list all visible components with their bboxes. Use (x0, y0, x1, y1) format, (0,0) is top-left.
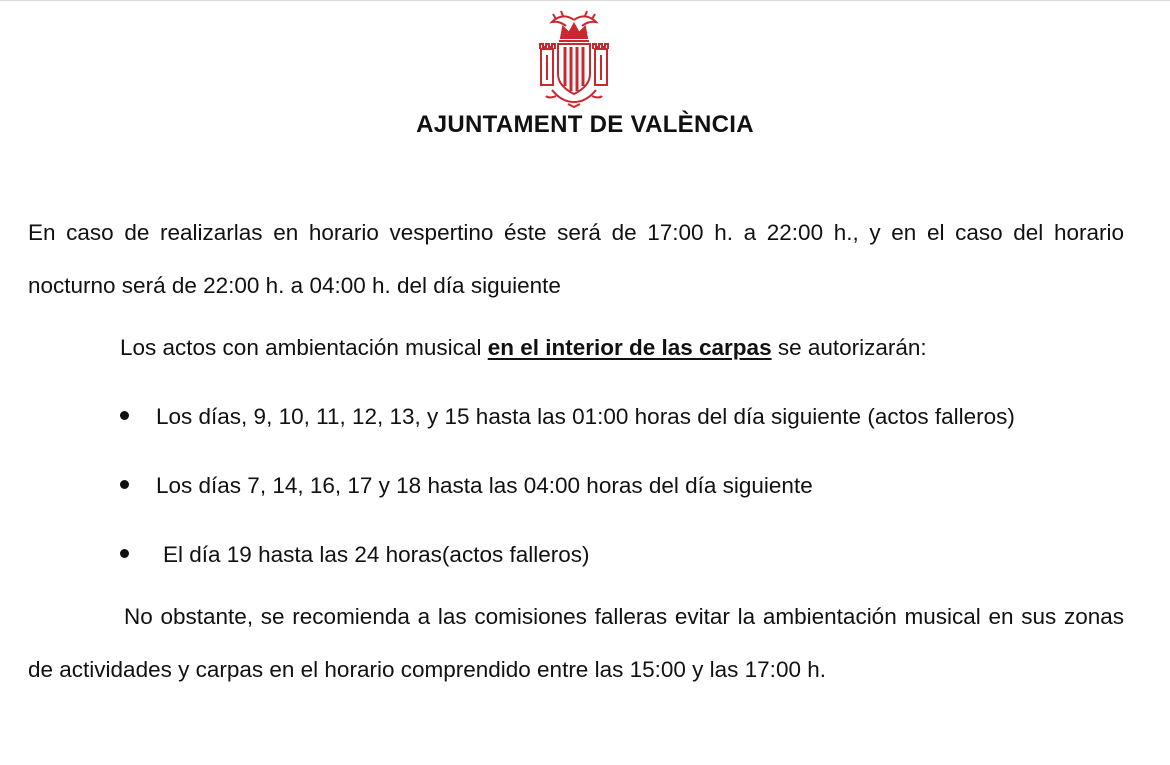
list-item-text: El día 19 hasta las 24 horas(actos falleros) (163, 542, 590, 567)
emphasis-inside-tents: en el interior de las carpas (487, 335, 772, 360)
bullet-dot-icon (120, 411, 129, 420)
paragraph-recommendation: No obstante, se recomienda a las comisiones falleras evitar la ambientación musical en sus zonas de actividades y carpas en el horario comprendido entre las 15:00 y las 17:00 h. (28, 604, 1124, 682)
city-coat-of-arms-icon (532, 10, 616, 108)
bullet-dot-icon (120, 480, 129, 489)
paragraph-music-intro (28, 321, 1124, 374)
paragraph-schedule-hours: En caso de realizarlas en horario vespertino éste será de 17:00 h. a 22:00 h., y en el caso del horario nocturno será de 22:00 h. a 04:00 h. del día siguiente (28, 220, 1124, 298)
list-item (28, 528, 1124, 581)
organization-name: AJUNTAMENT DE VALÈNCIA (416, 111, 754, 138)
top-rule (0, 0, 1170, 1)
list-item (28, 459, 1124, 512)
paragraph-music-intro-after: se autorizarán: (771, 335, 927, 360)
authorized-days-list (28, 390, 1124, 581)
list-item-text: Los días, 9, 10, 11, 12, 13, y 15 hasta las 01:00 horas del día siguiente (actos falleros) (156, 404, 1015, 429)
paragraph-music-intro-before: Los actos con ambientación musical (120, 335, 488, 360)
document-body (28, 206, 1124, 696)
list-item (28, 390, 1124, 443)
list-item-text: Los días 7, 14, 16, 17 y 18 hasta las 04:00 horas del día siguiente (156, 473, 813, 498)
bullet-dot-icon (120, 549, 129, 558)
